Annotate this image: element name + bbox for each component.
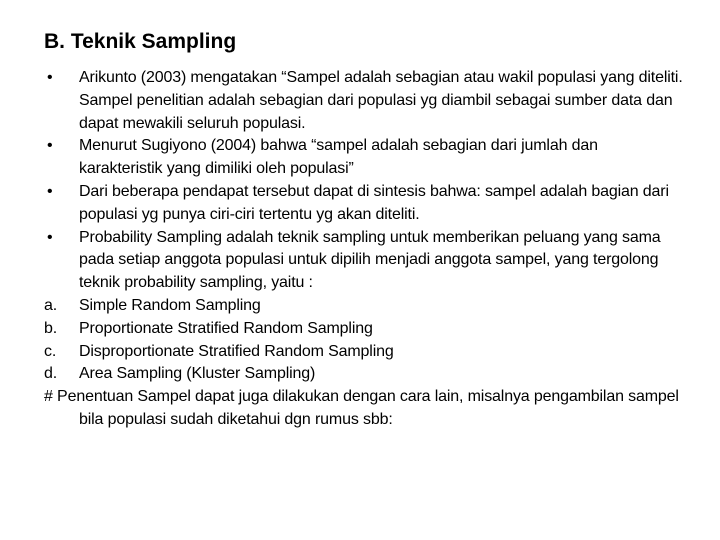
list-text: Simple Random Sampling — [79, 296, 261, 314]
list-item — [44, 318, 684, 341]
bullet-item — [44, 135, 684, 181]
bullet-item — [44, 181, 684, 227]
bullet-text: Dari beberapa pendapat tersebut dapat di sintesis bahwa: sampel adalah bagian dari populasi yg punya ciri-ciri tertentu yg akan diteliti. — [79, 182, 669, 223]
list-text: Disproportionate Stratified Random Sampling — [79, 342, 394, 360]
bullet-item — [44, 227, 684, 295]
list-item — [44, 341, 684, 364]
list-marker: d. — [44, 365, 58, 383]
list-marker: b. — [44, 319, 58, 337]
content-list — [44, 67, 684, 432]
bullet-marker: • — [47, 182, 53, 200]
bullet-item — [44, 67, 684, 135]
list-marker: a. — [44, 296, 58, 314]
bullet-marker: • — [47, 69, 53, 86]
bullet-marker: • — [47, 137, 53, 155]
note-marker: # — [44, 388, 53, 406]
list-marker: c. — [44, 342, 57, 360]
bullet-marker: • — [47, 228, 53, 246]
note-text: Penentuan Sampel dapat juga dilakukan dengan cara lain, misalnya pengambilan sampel bila populasi sudah diketahui dgn rumus sbb: — [57, 388, 679, 428]
list-item — [44, 295, 684, 318]
note-item — [44, 386, 684, 432]
slide-title: B. Teknik Sampling — [44, 30, 237, 53]
bullet-text: Probability Sampling adalah teknik sampling untuk memberikan peluang yang sama pada setiap anggota populasi untuk dipilih menjadi anggota sampel, yang tergolong teknik probability sampling, yaitu : — [79, 228, 661, 292]
list-text: Area Sampling (Kluster Sampling) — [79, 365, 316, 383]
bullet-text: Arikunto (2003) mengatakan “Sampel adalah sebagian atau wakil populasi yang diteliti. Sampel penelitian adalah sebagian dari populasi yg diambil sebagai sumber data dan dapat mewakili seluruh populasi. — [79, 69, 683, 132]
list-item — [44, 363, 684, 386]
list-text: Proportionate Stratified Random Sampling — [79, 319, 373, 337]
bullet-text: Menurut Sugiyono (2004) bahwa “sampel adalah sebagian dari jumlah dan karakteristik yang dimiliki oleh populasi” — [79, 137, 598, 178]
